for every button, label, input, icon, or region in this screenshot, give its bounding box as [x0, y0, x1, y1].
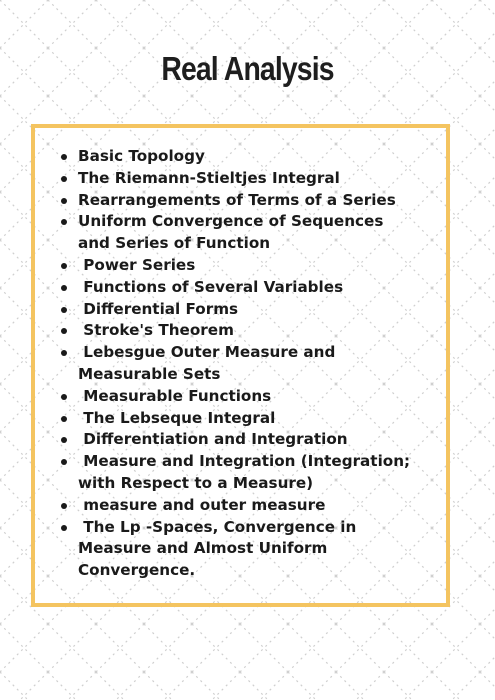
bullet-icon [61, 154, 67, 160]
topic-text: Power Series [78, 255, 196, 274]
topic-text: Measure and Integration (Integration; with Respect to a Measure) [78, 452, 411, 492]
bullet-icon [61, 394, 67, 400]
topic-text: Measurable Functions [78, 386, 272, 405]
topic-item [58, 495, 428, 517]
topic-item [58, 408, 428, 430]
topic-text: Stroke's Theorem [78, 321, 234, 340]
topic-item [58, 320, 428, 342]
topic-text: Rearrangements of Terms of a Series [78, 190, 396, 209]
bullet-icon [61, 525, 67, 531]
page-title: Real Analysis [161, 50, 334, 87]
topic-text: Differentiation and Integration [78, 430, 348, 449]
bullet-icon [61, 285, 67, 291]
bullet-icon [61, 459, 67, 465]
topic-item [58, 342, 428, 386]
bullet-icon [61, 263, 67, 269]
topic-item [58, 211, 428, 255]
bullet-icon [61, 503, 67, 509]
topic-text: measure and outer measure [78, 495, 326, 514]
topic-text: Functions of Several Variables [78, 277, 344, 296]
topic-text: The Riemann-Stieltjes Integral [78, 168, 340, 187]
topic-text: Uniform Convergence of Sequences and Series of Function [78, 212, 384, 253]
bullet-icon [61, 219, 67, 225]
bullet-icon [61, 198, 67, 204]
bullet-icon [61, 307, 67, 313]
topic-item [58, 517, 428, 582]
bullet-icon [61, 416, 67, 422]
bullet-icon [61, 328, 67, 334]
topic-item [58, 429, 428, 451]
topic-item [58, 190, 428, 212]
topic-item [58, 451, 428, 495]
topic-text: Basic Topology [78, 147, 205, 165]
bullet-icon [61, 176, 67, 182]
topic-text: The Lebseque Integral [78, 408, 276, 427]
topic-item [58, 255, 428, 277]
topic-item [58, 299, 428, 321]
bullet-icon [61, 437, 67, 443]
topic-text: Differential Forms [78, 299, 239, 318]
topic-text: Lebesgue Outer Measure and Measurable Sets [78, 343, 336, 383]
topic-item [58, 168, 428, 190]
bullet-icon [61, 350, 67, 356]
topic-item [58, 386, 428, 408]
topic-item [58, 146, 428, 168]
topic-item [58, 277, 428, 299]
topic-list [58, 146, 428, 582]
topic-text: The Lp -Spaces, Convergence in Measure and Almost Uniform Convergence. [78, 517, 357, 580]
